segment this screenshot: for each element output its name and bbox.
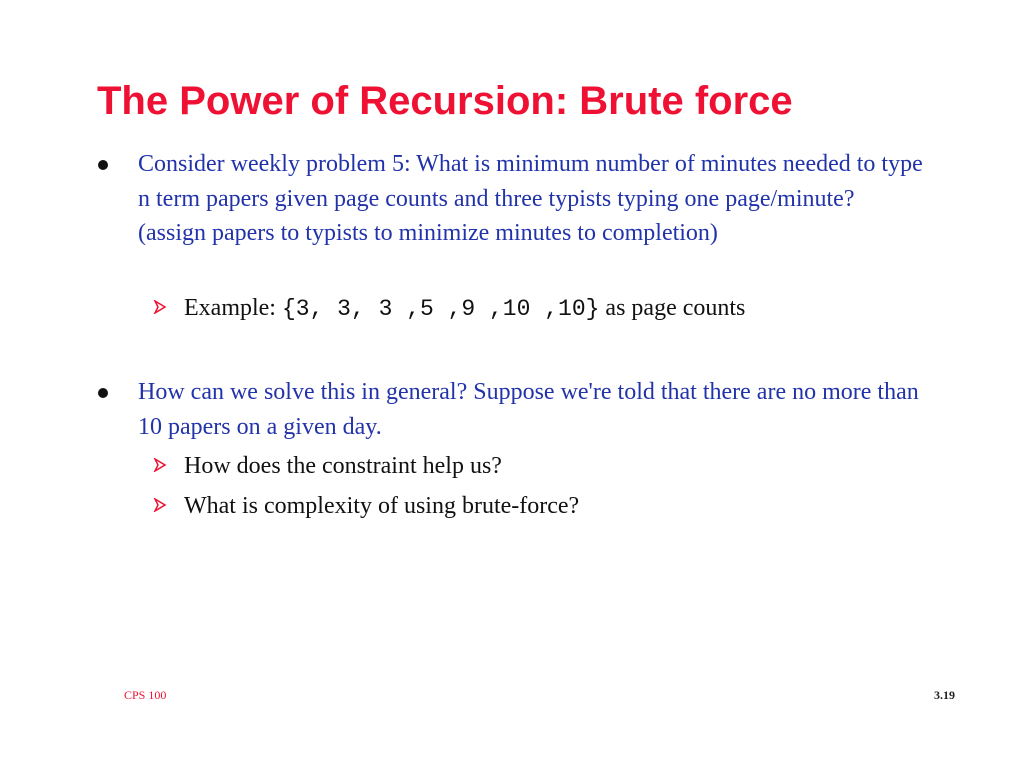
bullet-dot-icon bbox=[98, 160, 108, 170]
sub-bullet-complexity-text: What is complexity of using brute-force? bbox=[184, 493, 580, 519]
example-suffix: as page counts bbox=[599, 295, 746, 321]
footer-course: CPS 100 bbox=[124, 688, 167, 702]
arrowhead-bullet-icon bbox=[153, 458, 167, 472]
arrowhead-bullet-icon bbox=[153, 300, 167, 314]
footer-page-number: 3.19 bbox=[934, 688, 955, 702]
bullet-dot-icon bbox=[98, 388, 108, 398]
sub-bullet-constraint-text: How does the constraint help us? bbox=[184, 453, 502, 479]
page-counts-code: {3, 3, 3 ,5 ,9 ,10 ,10} bbox=[281, 296, 600, 322]
arrowhead-bullet-icon bbox=[153, 498, 167, 512]
bullet-text-1: Consider weekly problem 5: What is minimum number of minutes needed to type n term papers given page counts and three typists typing one page/minute? (assign papers to typists to minimize minutes to completion) bbox=[138, 151, 923, 246]
bullet-text-2: How can we solve this in general? Suppose we're told that there are no more than 10 papers on a given day. bbox=[138, 379, 919, 440]
slide-title: The Power of Recursion: Brute force bbox=[97, 79, 793, 123]
sub-bullet-example-text bbox=[184, 293, 745, 324]
example-prefix: Example: bbox=[184, 295, 282, 321]
